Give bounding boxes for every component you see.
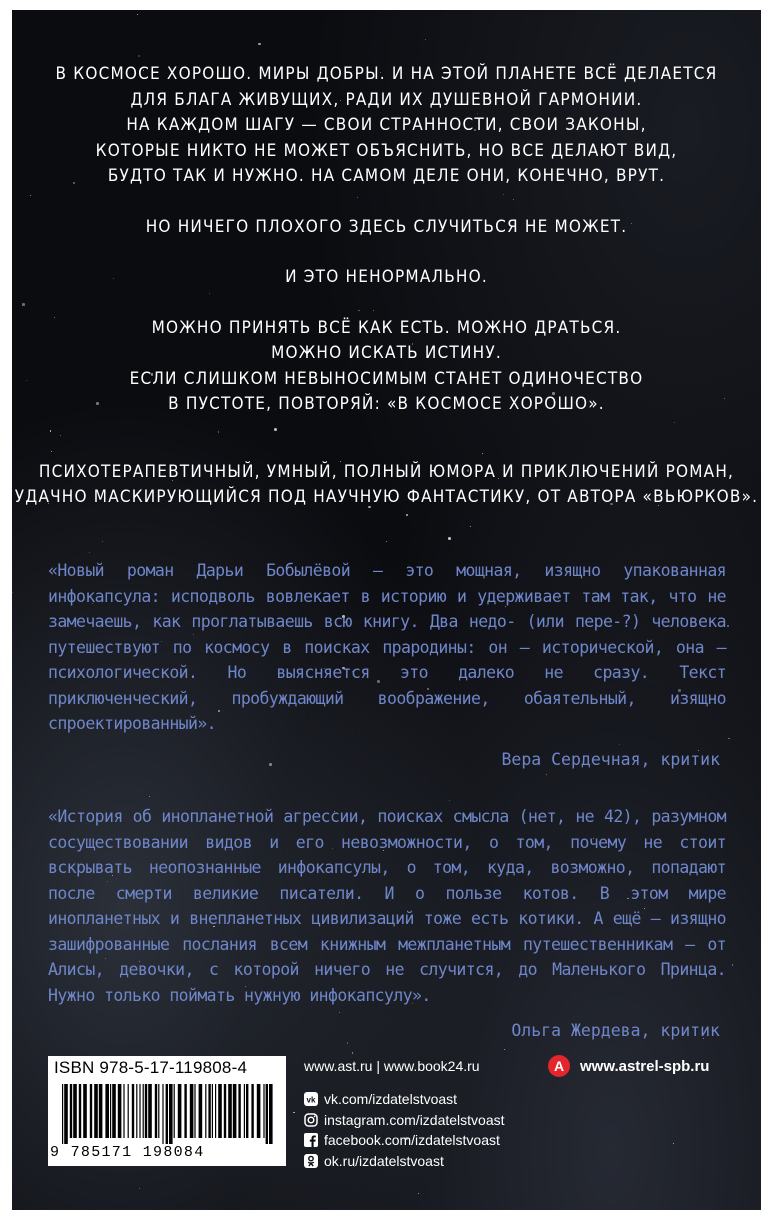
vk-icon (304, 1092, 318, 1106)
star (425, 39, 426, 40)
barcode-bar (94, 1084, 98, 1138)
facebook-icon (304, 1133, 318, 1147)
star (386, 541, 387, 542)
social-link-facebook[interactable]: facebook.com/izdatelstvoast (304, 1130, 505, 1151)
star (12, 592, 13, 593)
review-author-2: Ольга Жердева, критик (511, 1021, 720, 1040)
publisher-sites[interactable]: www.ast.ru | www.book24.ru (304, 1058, 480, 1074)
barcode-bar (269, 1084, 273, 1144)
barcode-bar (90, 1084, 92, 1138)
barcode-bar (162, 1084, 163, 1144)
intro-paragraph-4: МОЖНО ПРИНЯТЬ ВСЁ КАК ЕСТЬ. МОЖНО ДРАТЬСЯ. МОЖНО ИСКАТЬ ИСТИНУ. ЕСЛИ СЛИШКОМ НЕВЫНОСИМЫМ СТАНЕТ ОДИНОЧЕСТВО В ПУСТОТЕ, ПОВТОРЯЙ: «В КОСМОСЕ ХОРОШО». (129, 317, 644, 414)
star (258, 43, 261, 46)
barcode-bar (224, 1084, 226, 1138)
barcode-bar (128, 1084, 129, 1138)
instagram-icon (304, 1113, 318, 1127)
barcode-bar (145, 1084, 147, 1138)
barcode-bar (263, 1084, 264, 1138)
barcode-icon (62, 1084, 274, 1144)
social-link-ok[interactable]: ok.ru/izdatelstvoast (304, 1151, 505, 1172)
barcode-bar (184, 1084, 186, 1138)
intro-paragraph-3: И ЭТО НЕНОРМАЛЬНО. (285, 267, 488, 287)
barcode-bar (215, 1084, 216, 1138)
barcode-bar (208, 1084, 210, 1138)
social-links (304, 1089, 505, 1171)
review-author-1: Вера Сердечная, критик (501, 749, 720, 769)
barcode-bar (212, 1084, 213, 1138)
ok-icon (304, 1154, 318, 1168)
social-link-vk[interactable]: vk vk.com/izdatelstvoast (304, 1089, 505, 1110)
book-back-cover (12, 10, 761, 1210)
star (137, 14, 138, 15)
barcode-bar (194, 1084, 195, 1138)
blurb: ПСИХОТЕРАПЕВТИЧНЫЙ, УМНЫЙ, ПОЛНЫЙ ЮМОРА И ПРИКЛЮЧЕНИЙ РОМАН, УДАЧНО МАСКИРУЮЩИЙСЯ ПОД НАУЧНУЮ ФАНТАСТИКУ, ОТ АВТОРА «ВЬЮРКОВ». (14, 461, 759, 507)
barcode-label (48, 1056, 286, 1166)
barcode-bar (174, 1084, 175, 1138)
barcode-bar (244, 1084, 245, 1138)
barcode-bar (132, 1084, 134, 1138)
astrel-url: www.astrel-spb.ru (580, 1057, 710, 1075)
star (732, 964, 733, 965)
star (727, 625, 730, 628)
star (139, 1188, 140, 1189)
star (138, 55, 141, 58)
barcode-bar (158, 1084, 159, 1138)
astrel-link[interactable] (548, 1055, 709, 1077)
barcode-bar (105, 1084, 109, 1138)
barcode-bar (64, 1084, 68, 1144)
star (448, 537, 451, 540)
astrel-logo-icon: А (548, 1055, 570, 1077)
barcode-bar (155, 1084, 157, 1138)
barcode-bar (205, 1084, 206, 1138)
barcode-bar (73, 1084, 77, 1138)
intro-paragraph-1: В КОСМОСЕ ХОРОШО. МИРЫ ДОБРЫ. И НА ЭТОЙ ПЛАНЕТЕ ВСЁ ДЕЛАЕТСЯ ДЛЯ БЛАГА ЖИВУЩИХ, РАДИ ИХ ДУШЕВНОЙ ГАРМОНИИ. НА КАЖДОМ ШАГУ — СВОИ СТРАННОСТИ, СВОИ ЗАКОНЫ, КОТОРЫЕ НИКТО НЕ МОЖЕТ ОБЪЯСНИТЬ, НО ВСЕ ДЕЛАЮТ ВИД, БУДТО ТАК И НУЖНО. НА САМОМ ДЕЛЕ ОНИ, КОНЕЧНО, ВРУТ. (55, 64, 718, 186)
barcode-bar (238, 1084, 240, 1138)
barcode-digits: 9 785171 198084 (50, 1144, 205, 1161)
star (418, 1193, 419, 1194)
barcode-bar (266, 1084, 268, 1144)
star (728, 738, 729, 739)
social-link-instagram[interactable]: instagram.com/izdatelstvoast (304, 1110, 505, 1131)
svg-text:vk: vk (306, 1095, 316, 1105)
barcode-bar (228, 1084, 232, 1138)
barcode-bar (148, 1084, 152, 1138)
barcode-bar (123, 1084, 124, 1138)
barcode-bar (257, 1084, 261, 1138)
barcode-bar (136, 1084, 137, 1138)
barcode-bar (246, 1084, 248, 1138)
publisher-footer (12, 1048, 761, 1178)
barcode-bar (79, 1084, 81, 1138)
barcode-bar (166, 1084, 168, 1144)
review-quote-1: «Новый роман Дарьи Бобылёвой — это мощная, изящно упакованная инфокапсула: исподволь вовлекает в историю и удерживает там так, что не замечаешь, как проглатываешь всю книгу. Два недо- (или пере-?) человека путешествуют по космосу в поисках прародины: он — исторической, она — психологической. Но выясняется это далеко не сразу. Текст приключенческий, пробуждающий воображение, обаятельный, изящно спроектированный». (48, 561, 726, 733)
barcode-bar (178, 1084, 182, 1138)
barcode-bar (139, 1084, 140, 1138)
barcode-bar (99, 1084, 103, 1138)
barcode-bar (251, 1084, 253, 1138)
barcode-bar (83, 1084, 87, 1138)
barcode-bar (218, 1084, 222, 1138)
barcode-bar (233, 1084, 237, 1138)
barcode-bar (112, 1084, 116, 1138)
review-quote-2: «История об инопланетной агрессии, поисках смысла (нет, не 42), разумном сосуществовании видов и его невозможности, о том, почему не стоит вскрывать неопознанные инфокапсулы, о том, куда, возможно, попадают после смерти великие писатели. И о пользе котов. В этом мире инопланетных и внепланетных цивилизаций тоже есть котики. А ещё — изящно зашифрованные послания всем книжным межпланетным путешественникам — от Алисы, девочки, с которой ничего не случится, до Маленького Принца. Нужно только поймать нужную инфокапсулу». (48, 807, 726, 1005)
barcode-bar (169, 1084, 173, 1144)
intro-text (12, 62, 761, 536)
star (89, 552, 90, 553)
barcode-bar (199, 1084, 203, 1138)
barcode-bar (118, 1084, 122, 1138)
review-quotes (48, 558, 726, 1076)
intro-paragraph-2: НО НИЧЕГО ПЛОХОГО ЗДЕСЬ СЛУЧИТЬСЯ НЕ МОЖЕТ. (145, 216, 628, 237)
barcode-bar (110, 1084, 111, 1138)
barcode-bar (143, 1084, 144, 1138)
barcode-bar (70, 1084, 72, 1138)
barcode-bar (62, 1084, 63, 1144)
barcode-bar (190, 1084, 194, 1138)
star (102, 541, 103, 542)
isbn-text: ISBN 978-5-17-119808-4 (54, 1058, 248, 1077)
